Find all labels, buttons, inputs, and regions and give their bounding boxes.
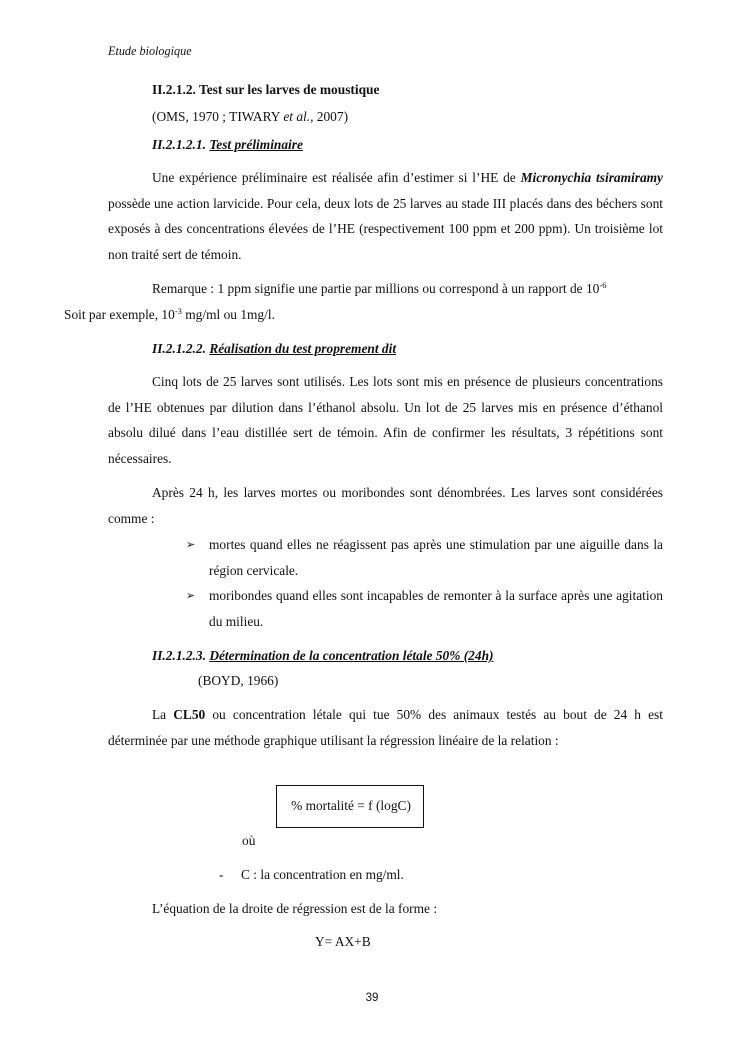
formula-text: % mortalité = f (logC) xyxy=(291,798,411,813)
paragraph-counting: Après 24 h, les larves mortes ou moribondes sont dénombrées. Les larves sont considérées comme : xyxy=(108,485,663,526)
section-reference xyxy=(152,109,348,125)
formula-box xyxy=(276,785,424,828)
subsection-1-number: II.2.1.2.1. xyxy=(152,137,206,152)
subsection-3-reference: (BOYD, 1966) xyxy=(198,673,279,688)
page-number: 39 xyxy=(365,992,379,1004)
subsection-3-heading xyxy=(152,648,493,664)
subsection-1-heading xyxy=(152,137,303,153)
subsection-2-title: Réalisation du test proprement dit xyxy=(209,341,397,356)
remark-exponent-1: -6 xyxy=(599,280,607,290)
bullet-arrow-icon: ➢ xyxy=(186,590,196,602)
ref-etal: et al. xyxy=(283,109,311,124)
regression-equation: Y= AX+B xyxy=(315,934,371,949)
cl50-term: CL50 xyxy=(173,707,206,722)
equation-intro: L’équation de la droite de régression est de la forme : xyxy=(152,901,438,916)
paragraph-test-procedure: Cinq lots de 25 larves sont utilisés. Les lots sont mis en présence de plusieurs concentrations de l’HE obtenues par dilution dans l’éthanol absolu. Un lot de 25 larves mis en présence d’éthanol absolu dilué dans l’eau distillée sert de témoin. Afin de confirmer les résultats, 3 répétitions sont nécessaires. xyxy=(108,374,663,466)
subsection-3-number: II.2.1.2.3. xyxy=(152,648,206,663)
definition-c: C : la concentration en mg/ml. xyxy=(241,867,404,882)
section-title-text: Test sur les larves de moustique xyxy=(199,82,380,97)
para4-text-start: La xyxy=(152,707,174,722)
subsection-1-title: Test préliminaire xyxy=(209,137,303,152)
bullet-item-moribund: moribondes quand elles sont incapables de remonter à la surface après une agitation du milieu. xyxy=(209,588,663,629)
remark-text-1: Remarque : 1 ppm signifie une partie par millions ou correspond à un rapport de 10 xyxy=(152,281,600,296)
bullet-arrow-icon: ➢ xyxy=(186,539,196,551)
remark-text-3: mg/ml ou 1mg/l. xyxy=(181,306,275,322)
remark-exponent-2: -3 xyxy=(174,305,182,316)
para1-text-start: Une expérience préliminaire est réalisée afin d’estimer si l’HE de xyxy=(152,170,521,185)
bullet-item-dead: mortes quand elles ne réagissent pas après une stimulation par une aiguille dans la région cervicale. xyxy=(209,537,663,578)
ref-authors: (OMS, 1970 ; TIWARY xyxy=(152,109,284,124)
where-label: où xyxy=(242,833,256,848)
section-title xyxy=(152,82,379,98)
species-name: Micronychia tsiramiramy xyxy=(520,170,664,185)
subsection-3-title: Détermination de la concentration létale 50% (24h) xyxy=(209,648,494,663)
section-number: II.2.1.2. xyxy=(152,82,196,97)
para4-text-end: ou concentration létale qui tue 50% des animaux testés au bout de 24 h est déterminée par une méthode graphique utilisant la régression linéaire de la relation : xyxy=(108,707,663,748)
remark-paragraph xyxy=(64,276,663,327)
remark-text-2: Soit par exemple, 10 xyxy=(64,306,175,322)
para1-text-end: possède une action larvicide. Pour cela, deux lots de 25 larves au stade III placés dans des béchers sont exposés à des concentrations élevées de l’HE (respectivement 100 ppm et 200 ppm). Un troisième lot non traité sert de témoin. xyxy=(108,195,663,262)
paragraph-cl50 xyxy=(108,702,663,753)
running-header: Etude biologique xyxy=(108,44,192,58)
paragraph-preliminary xyxy=(108,165,663,267)
subsection-2-heading xyxy=(152,341,396,357)
ref-year: , 2007) xyxy=(310,109,349,124)
definition-dash: - xyxy=(219,867,224,882)
subsection-2-number: II.2.1.2.2. xyxy=(152,341,206,356)
